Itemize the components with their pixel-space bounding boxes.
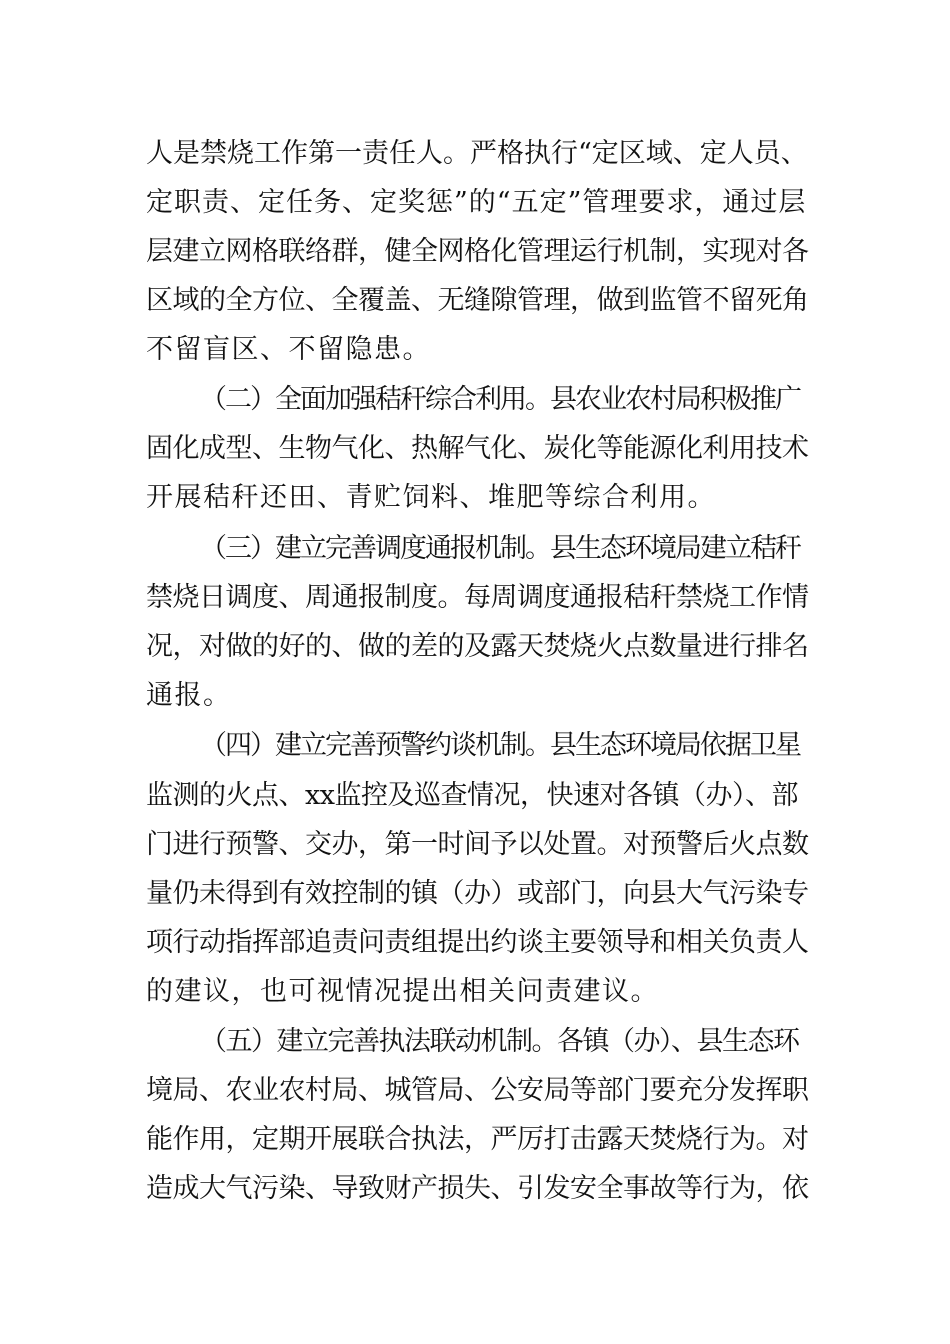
paragraph-5-line-1: （五）建立完善执法联动机制。各镇（办）、县生态环 (200, 1026, 799, 1057)
paragraph-4-line-2: 监测的火点、xx监控及巡查情况，快速对各镇（办）、部 (146, 780, 798, 811)
paragraph-5-line-4: 造成大气污染、导致财产损失、引发安全事故等行为，依 (146, 1173, 809, 1204)
paragraph-2-line-2: 固化成型、生物气化、热解气化、炭化等能源化利用技术 (146, 433, 809, 464)
paragraph-2-line-3: 开展秸秆还田、青贮饲料、堆肥等综合利用。 (146, 482, 716, 513)
paragraph-3-line-1: （三）建立完善调度通报机制。县生态环境局建立秸秆 (200, 533, 800, 564)
paragraph-2-line-1: （二）全面加强秸秆综合利用。县农业农村局积极推广 (200, 384, 800, 415)
paragraph-5-line-2: 境局、农业农村局、城管局、公安局等部门要充分发挥职 (146, 1075, 809, 1106)
paragraph-3-line-2: 禁烧日调度、周通报制度。每周调度通报秸秆禁烧工作情 (146, 582, 809, 613)
paragraph-4-line-1: （四）建立完善预警约谈机制。县生态环境局依据卫星 (200, 730, 800, 761)
paragraph-1-line-4: 区域的全方位、全覆盖、无缝隙管理，做到监管不留死角 (146, 285, 809, 316)
paragraph-4-line-4: 量仍未得到有效控制的镇（办）或部门，向县大气污染专 (146, 878, 809, 909)
paragraph-1-line-5: 不留盲区、不留隐患。 (146, 334, 431, 365)
paragraph-4-line-6: 的建议，也可视情况提出相关问责建议。 (146, 976, 659, 1007)
paragraph-4-line-5: 项行动指挥部追责问责组提出约谈主要领导和相关负责人 (146, 927, 809, 958)
paragraph-5-line-3: 能作用，定期开展联合执法，严厉打击露天焚烧行为。对 (146, 1124, 809, 1155)
paragraph-3-line-4: 通报。 (146, 680, 232, 711)
paragraph-1-line-2: 定职责、定任务、定奖惩”的“五定”管理要求，通过层 (146, 187, 807, 218)
paragraph-4-line-3: 门进行预警、交办，第一时间予以处置。对预警后火点数 (146, 829, 809, 860)
paragraph-3-line-3: 况，对做的好的、做的差的及露天焚烧火点数量进行排名 (146, 631, 809, 662)
paragraph-1-line-3: 层建立网格联络群，健全网格化管理运行机制，实现对各 (146, 236, 809, 267)
paragraph-1-line-1: 人是禁烧工作第一责任人。严格执行“定区域、定人员、 (146, 138, 808, 169)
